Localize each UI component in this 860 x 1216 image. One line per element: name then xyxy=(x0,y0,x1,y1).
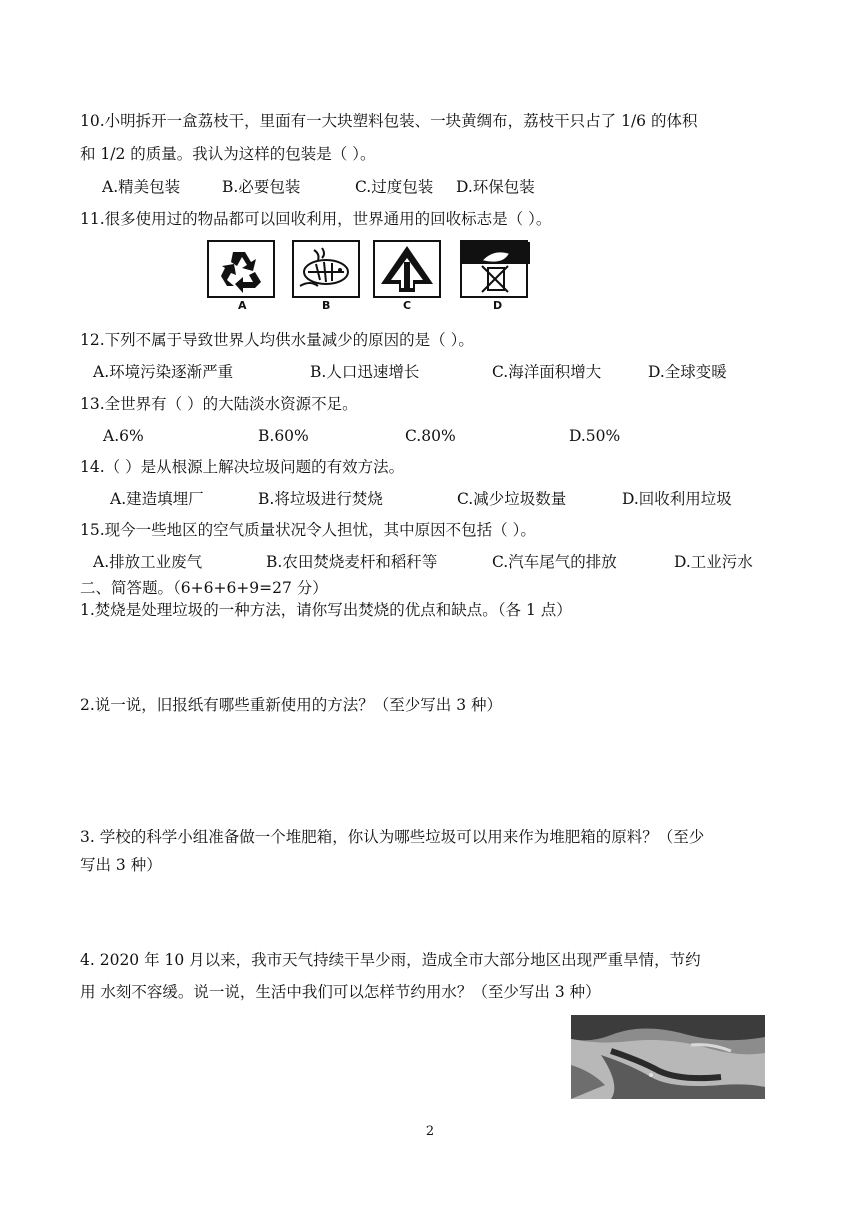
short-answer-q2: 2.说一说，旧报纸有哪些重新使用的方法？（至少写出 3 种） xyxy=(80,696,503,714)
q13-text: 13.全世界有（ ）的大陆淡水资源不足。 xyxy=(80,395,358,413)
page-number: 2 xyxy=(425,1124,435,1139)
q13-option-c: C.80% xyxy=(405,427,456,445)
crossed-bin-icon xyxy=(460,240,528,298)
q10-text-line2: 和 1/2 的质量。我认为这样的包装是（ ）。 xyxy=(80,145,376,163)
logo-label-c: C xyxy=(403,299,412,312)
q12-option-a: A.环境污染逐渐严重 xyxy=(93,363,234,381)
q10-text-line1: 10.小明拆开一盒荔枝干，里面有一大块塑料包装、一块黄绸布，荔枝干只占了 1/6 的体积 xyxy=(80,112,698,130)
q13-option-d: D.50% xyxy=(569,427,621,445)
q12-option-c: C.海洋面积增大 xyxy=(492,363,602,381)
q10-option-b: B.必要包装 xyxy=(222,178,301,196)
q14-option-a: A.建造填埋厂 xyxy=(110,490,204,508)
q13-option-b: B.60% xyxy=(258,427,309,445)
q15-option-d: D.工业污水 xyxy=(674,553,753,571)
tree-symbol-icon xyxy=(373,240,441,298)
q12-text: 12.下列不属于导致世界人均供水量减少的原因的是（ ）。 xyxy=(80,331,474,349)
q14-option-b: B.将垃圾进行焚烧 xyxy=(258,490,383,508)
q12-option-b: B.人口迅速增长 xyxy=(310,363,420,381)
compost-fishbone-icon xyxy=(292,240,360,298)
short-answer-q3-line1: 3. 学校的科学小组准备做一个堆肥箱，你认为哪些垃圾可以用来作为堆肥箱的原料？（至少 xyxy=(80,828,705,846)
q14-text: 14.（ ）是从根源上解决垃圾问题的有效方法。 xyxy=(80,458,405,476)
q15-text: 15.现今一些地区的空气质量状况令人担忧，其中原因不包括（ ）。 xyxy=(80,521,536,539)
section-title: 二、简答题。（6+6+6+9=27 分） xyxy=(80,579,328,597)
drought-riverbed-photo xyxy=(571,1015,765,1099)
q15-option-c: C.汽车尾气的排放 xyxy=(492,553,617,571)
q15-option-b: B.农田焚烧麦杆和稻秆等 xyxy=(266,553,438,571)
q13-option-a: A.6% xyxy=(103,427,144,445)
recycle-arrows-icon xyxy=(207,240,275,298)
q14-option-d: D.回收利用垃圾 xyxy=(622,490,732,508)
q15-option-a: A.排放工业废气 xyxy=(93,553,203,571)
q12-option-d: D.全球变暖 xyxy=(648,363,727,381)
short-answer-q3-line2: 写出 3 种） xyxy=(80,856,162,874)
short-answer-q4-line1: 4. 2020 年 10 月以来，我市天气持续干旱少雨，造成全市大部分地区出现严重旱情，节约 xyxy=(80,951,701,969)
logo-label-b: B xyxy=(322,299,331,312)
q11-text: 11.很多使用过的物品都可以回收利用，世界通用的回收标志是（ ）。 xyxy=(80,210,552,228)
short-answer-q4-line2: 用 水刻不容缓。说一说，生活中我们可以怎样节约用水？（至少写出 3 种） xyxy=(80,983,601,1001)
q10-option-d: D.环保包装 xyxy=(456,178,535,196)
logo-label-a: A xyxy=(238,299,247,312)
q14-option-c: C.减少垃圾数量 xyxy=(457,490,567,508)
logo-label-d: D xyxy=(493,299,503,312)
short-answer-q1: 1.焚烧是处理垃圾的一种方法，请你写出焚烧的优点和缺点。（各 1 点） xyxy=(80,601,572,619)
q10-option-c: C.过度包装 xyxy=(355,178,434,196)
q10-option-a: A.精美包装 xyxy=(102,178,181,196)
